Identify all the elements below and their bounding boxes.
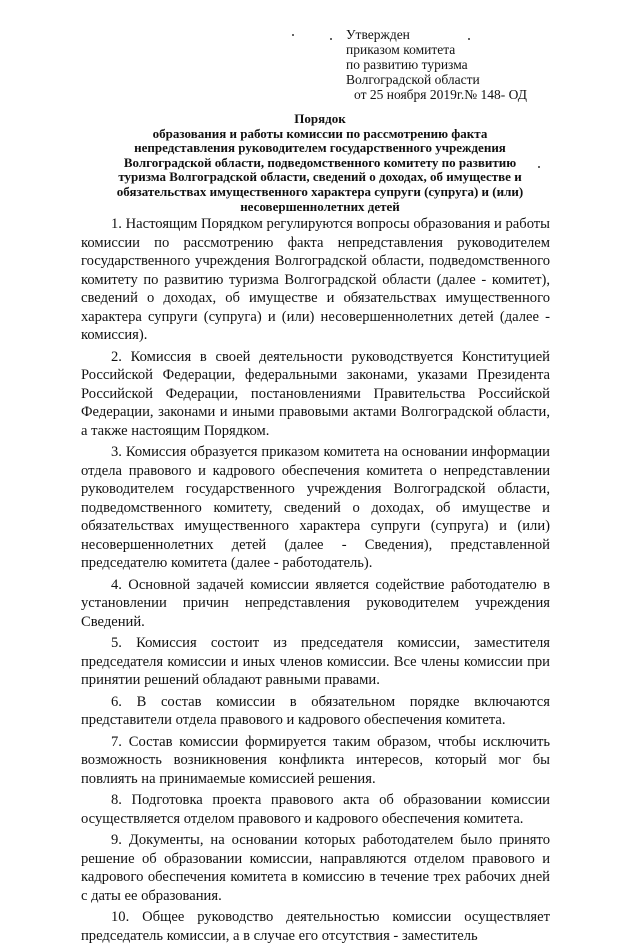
scan-speck: [538, 166, 540, 168]
paragraph-9: 9. Документы, на основании которых работодателем было принято решение об образовании комиссии, направляются отделом правового и кадрового обеспечения комитета в комиссию в течение трех рабочих дней с даты ее образования.: [81, 832, 550, 904]
approval-line-approved: Утвержден: [346, 27, 410, 42]
paragraph-5: 5. Комиссия состоит из председателя комиссии, заместителя председателя комиссии и иных членов комиссии. Все члены комиссии при принятии решений обладают равными правами.: [81, 635, 550, 688]
title-line: туризма Волгоградской области, сведений о доходах, об имуществе и: [118, 169, 522, 185]
scan-speck: [292, 34, 294, 36]
title-heading: Порядок: [294, 111, 346, 126]
document-title: [60, 112, 580, 214]
scan-speck: [330, 38, 332, 40]
title-line: непредставления руководителем государственного учреждения: [134, 140, 506, 156]
paragraph-7: 7. Состав комиссии формируется таким образом, чтобы исключить возможность возникновения конфликта интересов, который мог бы повлиять на принимаемые комиссией решения.: [81, 733, 550, 787]
paragraph-2: 2. Комиссия в своей деятельности руководствуется Конституцией Российской Федерации, федеральными законами, указами Президента Российской Федерации, постановлениями Правительства Российской Федерации, законами и иными правовыми актами Волгоградской области, а также настоящим Порядком.: [81, 348, 550, 439]
paragraph-6: 6. В состав комиссии в обязательном порядке включаются представители отдела правового и кадрового обеспечения комитета.: [81, 693, 550, 728]
paragraph-10: 10. Общее руководство деятельностью комиссии осуществляет председатель комиссии, а в случае его отсутствия - заместитель: [81, 909, 550, 944]
title-line: обязательствах имущественного характера супруги (супруга) и (или): [116, 183, 524, 199]
approval-line-region: Волгоградской области: [346, 72, 480, 87]
title-line: Волгоградской области, подведомственного комитету по развитию: [123, 154, 517, 170]
paragraph-4: 4. Основной задачей комиссии является содействие работодателю в установлении причин непредставления руководителем учреждения Сведений.: [81, 576, 550, 630]
approval-line-committee: по развитию туризма: [346, 57, 468, 72]
paragraph-8: 8. Подготовка проекта правового акта об образовании комиссии осуществляется отделом правового и кадрового обеспечения комитета.: [81, 792, 550, 827]
approval-line-order: приказом комитета: [346, 42, 456, 57]
scan-speck: [468, 38, 470, 40]
paragraph-3: 3. Комиссия образуется приказом комитета на основании информации отдела правового и кадрового обеспечения комитета о непредставлении руководителем государственного учреждения Волгоградской области, подведомственного комитету, сведений о доходах, об имуществе и обязательствах имущественного характера супруги (супруга) и (или) несовершеннолетних детей (далее - Сведения), представленной председателю комитета (далее - работодатель).: [81, 444, 550, 571]
title-line: образования и работы комиссии по рассмотрению факта: [152, 125, 488, 141]
title-line: несовершеннолетних детей: [240, 198, 400, 214]
approval-stamp: [346, 27, 527, 102]
approval-line-date: от 25 ноября 2019г.№ 148- ОД: [354, 87, 527, 102]
paragraph-1: 1. Настоящим Порядком регулируются вопросы образования и работы комиссии по рассмотрению факта непредставления руководителем государственного учреждения Волгоградской области, подведомственного комитету по развитию туризма Волгоградской области (далее - комитет), сведений о доходах, об имуществе и обязательствах имущественного характера супруги (супруга) и (или) несовершеннолетних детей (далее - комиссия).: [81, 216, 550, 343]
document-body: [81, 215, 550, 948]
